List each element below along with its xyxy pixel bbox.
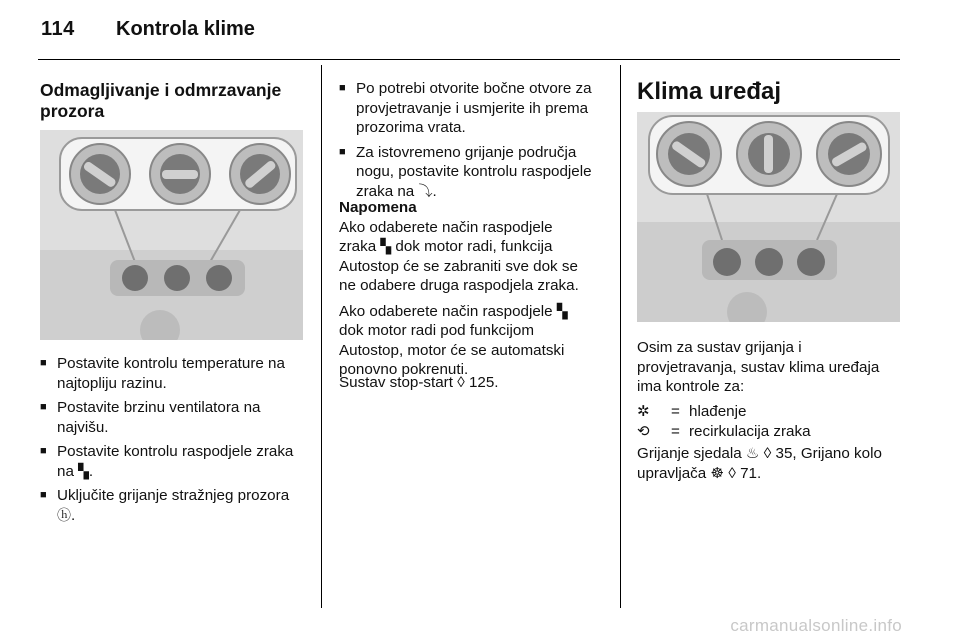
note-paragraph: Ako odaberete način raspodjele ▚ dok motor radi pod funkcijom Autostop, motor će se automatski ponovno pokrenuti. bbox=[339, 302, 568, 378]
rear-window-heating-icon: ⓗ bbox=[57, 506, 71, 523]
windscreen-airflow-icon: ▚ bbox=[78, 462, 89, 479]
ac-intro: Osim za sustav grijanja i provjetravanja, sustav klima uređaja ima kontrole za: bbox=[637, 339, 880, 395]
stop-start-reference: Sustav stop-start ◊ 125. bbox=[339, 374, 499, 391]
footwell-windscreen-airflow-icon: ▚ bbox=[556, 302, 568, 319]
footwell-airflow-icon: ⤵ bbox=[418, 182, 433, 199]
column-divider-1 bbox=[321, 65, 322, 608]
ac-legend bbox=[637, 402, 811, 441]
page-ref-arrow-icon: ◊ bbox=[728, 464, 736, 482]
page-number: 114 bbox=[41, 18, 75, 40]
heated-steering-wheel-icon: ☸ bbox=[710, 464, 725, 482]
page-title: Kontrola klime bbox=[116, 18, 255, 40]
ventilation-steps-list bbox=[339, 79, 614, 206]
legend-row-recirculation: ⟲ = recirkulacija zraka bbox=[637, 422, 811, 440]
legend-row-cooling: ✲ = hlađenje bbox=[637, 403, 747, 420]
list-item: ■ Uključite grijanje stražnjeg prozora ⓗ. bbox=[40, 486, 310, 525]
header-divider bbox=[38, 59, 900, 60]
list-item: ■ Postavite kontrolu raspodjele zraka na ▚. bbox=[40, 442, 310, 481]
list-item: ■ Za istovremeno grijanje područja nogu, postavite kontrolu raspodjele zraka na ⤵. bbox=[339, 143, 614, 202]
heated-seat-icon: ♨ bbox=[745, 445, 760, 462]
note-block bbox=[339, 198, 614, 380]
note-paragraph: Ako odaberete način raspodjele zraka ▚ dok motor radi, funkcija Autostop će se zabraniti sve dok se ne odabere druga raspodjela zraka. bbox=[339, 218, 579, 294]
windscreen-airflow-icon: ▚ bbox=[380, 238, 392, 254]
list-item: ■ Postavite brzinu ventilatora na najvišu. bbox=[40, 398, 310, 437]
defog-steps-list bbox=[40, 354, 310, 530]
column-divider-2 bbox=[620, 65, 621, 608]
section-heading-ac: Klima uređaj bbox=[637, 78, 782, 105]
ac-controls-photo bbox=[637, 112, 900, 322]
related-references: Grijanje sjedala ♨ ◊ 35, Grijano kolo upravljača ☸ ◊ 71. bbox=[637, 445, 882, 482]
watermark: carmanualsonline.info bbox=[730, 616, 902, 635]
list-item: ■ Postavite kontrolu temperature na najtopliju razinu. bbox=[40, 354, 310, 393]
defog-controls-photo bbox=[40, 130, 303, 340]
snowflake-icon: ✲ bbox=[637, 403, 650, 420]
section-heading-defog: Odmagljivanje i odmrzavanje prozora bbox=[40, 80, 282, 121]
list-item: ■ Po potrebi otvorite bočne otvore za provjetravanje i usmjerite ih prema prozorima vrata. bbox=[339, 79, 614, 138]
note-title: Napomena bbox=[339, 199, 417, 216]
page-ref-arrow-icon: ◊ bbox=[457, 374, 465, 391]
page-ref-arrow-icon: ◊ bbox=[763, 445, 772, 462]
recirculation-icon: ⟲ bbox=[637, 422, 650, 440]
